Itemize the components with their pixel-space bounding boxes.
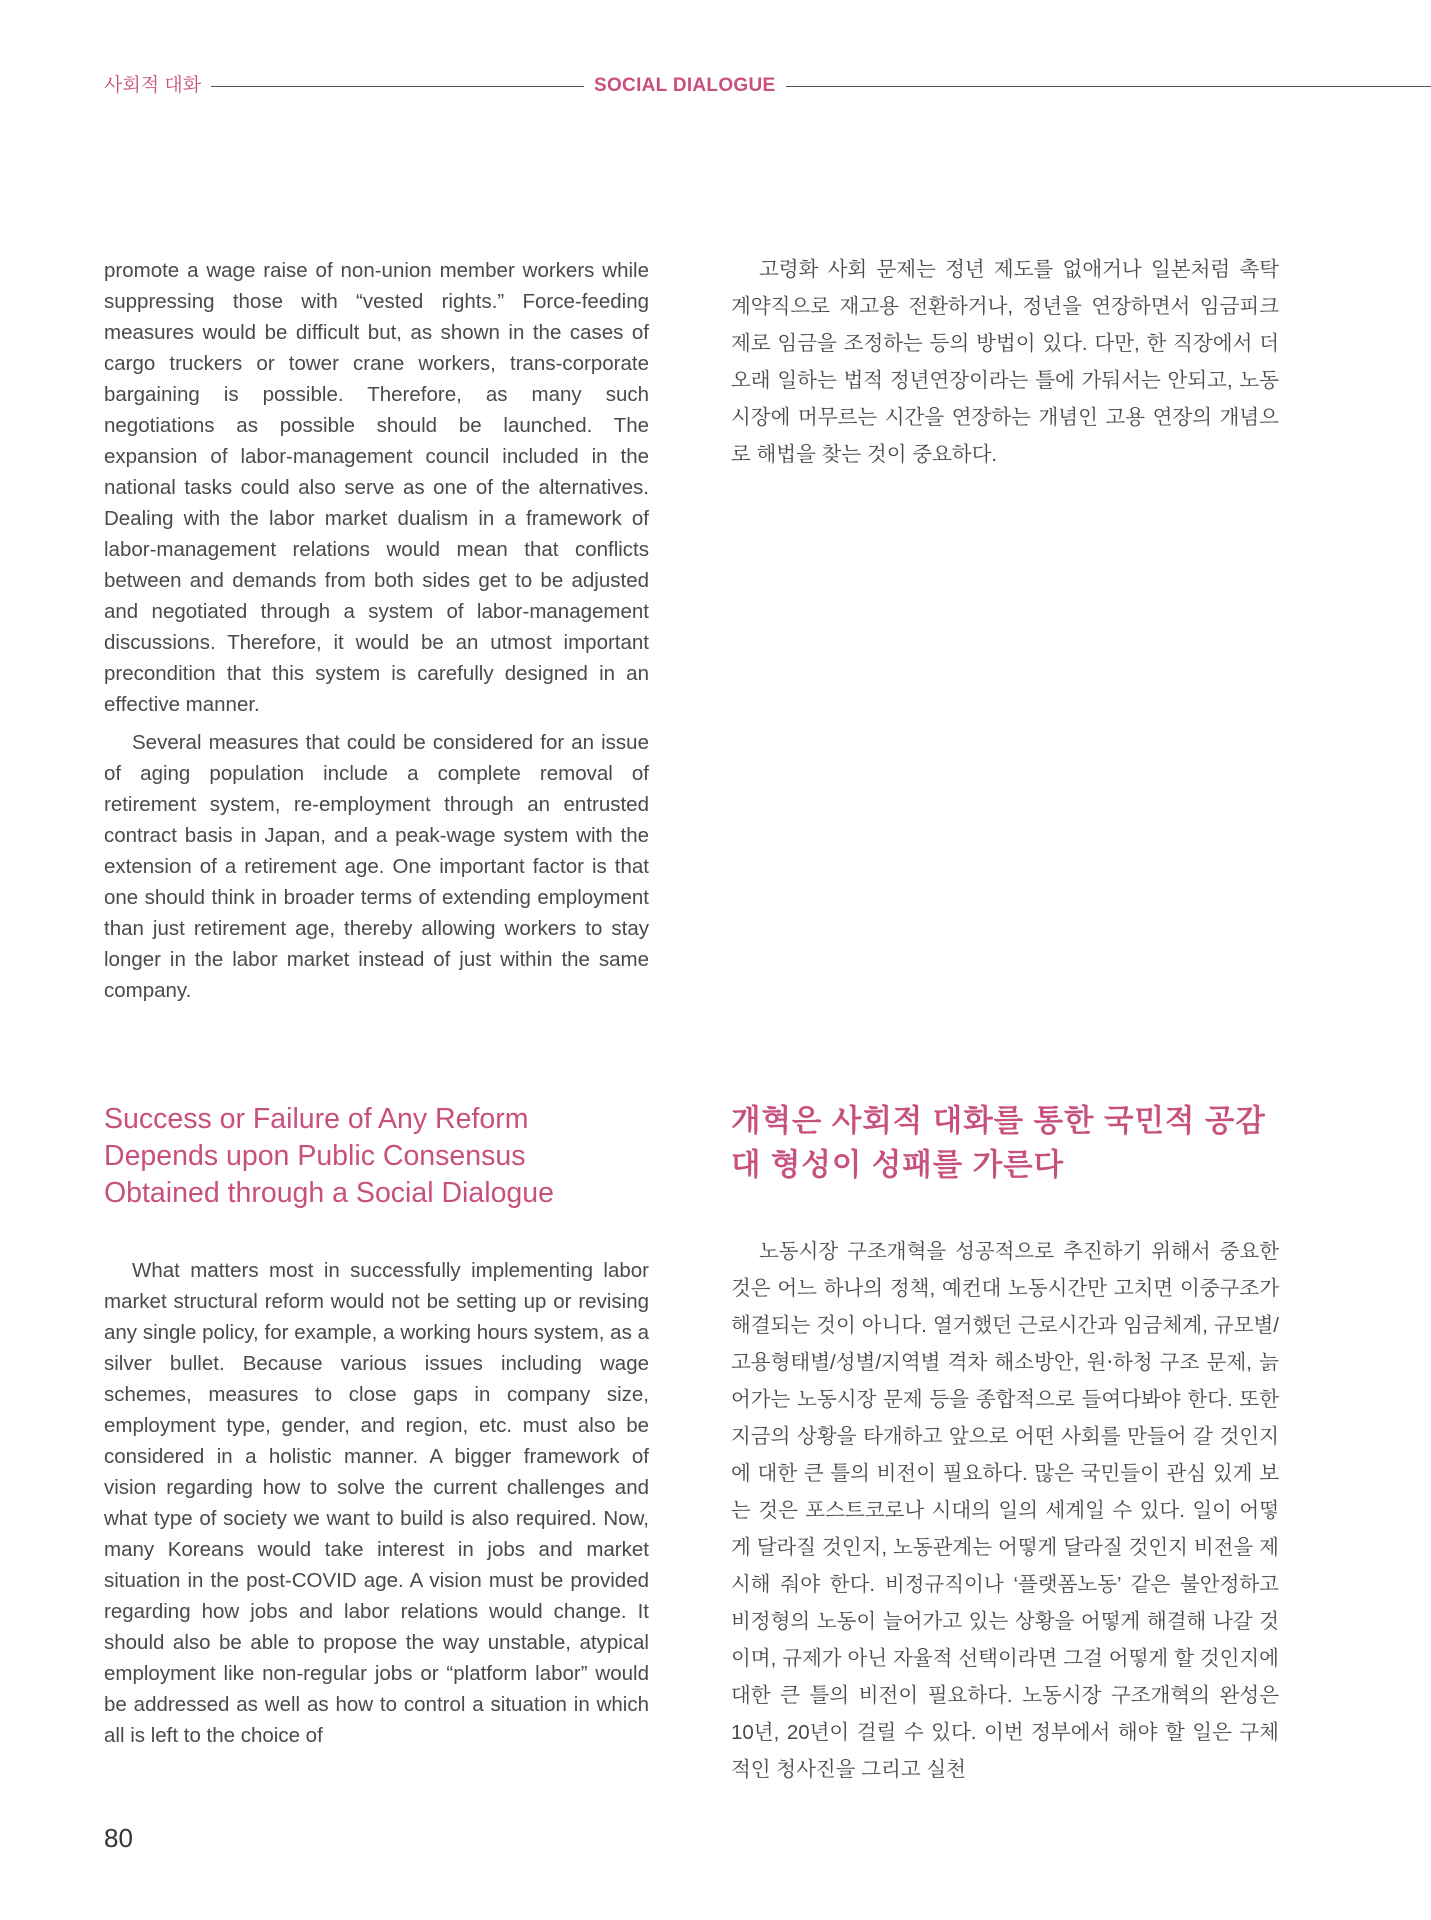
header-rule: [209, 86, 1431, 87]
top-left-column: [104, 255, 649, 1006]
body-paragraph: promote a wage raise of non-union member workers while suppressing those with “vested rights.” Force-feeding measures would be difficult but, as shown in the cases of cargo truckers or tower crane workers, trans-corporate bargaining is possible. Therefore, as many such negotiations as possible should be launched. The expansion of labor-management council included in the national tasks could also serve as one of the alternatives. Dealing with the labor market dualism in a framework of labor-management relations would mean that conflicts between and demands from both sides get to be adjusted and negotiated through a system of labor-management discussions. Therefore, it would be an utmost important precondition that this system is carefully designed in an effective manner.: [104, 259, 649, 716]
running-header: [104, 74, 1431, 98]
body-paragraph: What matters most in successfully implementing labor market structural reform would not be setting up or revising any single policy, for example, a working hours system, as a silver bullet. Because various issues including wage schemes, measures to close gaps in company size, employment type, gender, and region, etc. must also be considered in a holistic manner. A bigger framework of vision regarding how to solve the current challenges and what type of society we want to build is also required. Now, many Koreans would take interest in jobs and market situation in the post-COVID age. A vision must be provided regarding how jobs and labor relations would change. It should also be able to propose the way unstable, atypical employment like non-regular jobs or “platform labor” would be addressed as well as how to control a situation in which all is left to the choice of: [104, 1259, 649, 1747]
section-heading: Success or Failure of Any Reform Depends upon Public Consensus Obtained through a Social Dialogue: [104, 1103, 554, 1209]
body-paragraph: Several measures that could be considered for an issue of aging population include a complete removal of retirement system, re-employment through an entrusted contract basis in Japan, and a peak-wage system with the extension of a retirement age. One important factor is that one should think in broader terms of extending employment than just retirement age, thereby allowing workers to stay longer in the labor market instead of just within the same company.: [104, 731, 649, 1002]
bottom-left-column: [104, 1101, 649, 1751]
header-section-en: SOCIAL DIALOGUE: [584, 74, 786, 98]
section-heading-ko: 개혁은 사회적 대화를 통한 국민적 공감대 형성이 성패를 가른다: [731, 1104, 1266, 1182]
page-number: 80: [104, 1823, 133, 1853]
header-section-ko: 사회적 대화: [104, 74, 211, 98]
body-paragraph-ko: 고령화 사회 문제는 정년 제도를 없애거나 일본처럼 촉탁 계약직으로 재고용 전환하거나, 정년을 연장하면서 임금피크제로 임금을 조정하는 등의 방법이 있다. 다만, 한 직장에서 더 오래 일하는 법적 정년연장이라는 틀에 가둬서는 안되고, 노동시장에 머무르는 시간을 연장하는 개념인 고용 연장의 개념으로 해법을 찾는 것이 중요하다.: [731, 258, 1279, 466]
top-right-column: [731, 251, 1279, 473]
body-paragraph-ko: 노동시장 구조개혁을 성공적으로 추진하기 위해서 중요한 것은 어느 하나의 정책, 예컨대 노동시간만 고치면 이중구조가 해결되는 것이 아니다. 열거했던 근로시간과 임금체계, 규모별/고용형태별/성별/지역별 격차 해소방안, 원‧하청 구조 문제, 늙어가는 노동시장 문제 등을 종합적으로 들여다봐야 한다. 또한 지금의 상황을 타개하고 앞으로 어떤 사회를 만들어 갈 것인지에 대한 큰 틀의 비전이 필요하다. 많은 국민들이 관심 있게 보는 것은 포스트코로나 시대의 일의 세계일 수 있다. 일이 어떻게 달라질 것인지, 노동관계는 어떻게 달라질 것인지 비전을 제시해 줘야 한다. 비정규직이나 ‘플랫폼노동’ 같은 불안정하고 비정형의 노동이 늘어가고 있는 상황을 어떻게 해결해 나갈 것이며, 규제가 아닌 자율적 선택이라면 그걸 어떻게 할 것인지에 대한 큰 틀의 비전이 필요하다. 노동시장 구조개혁의 완성은 10년, 20년이 걸릴 수 있다. 이번 정부에서 해야 할 일은 구체적인 청사진을 그리고 실천: [731, 1240, 1279, 1781]
bottom-right-column: [731, 1099, 1279, 1788]
